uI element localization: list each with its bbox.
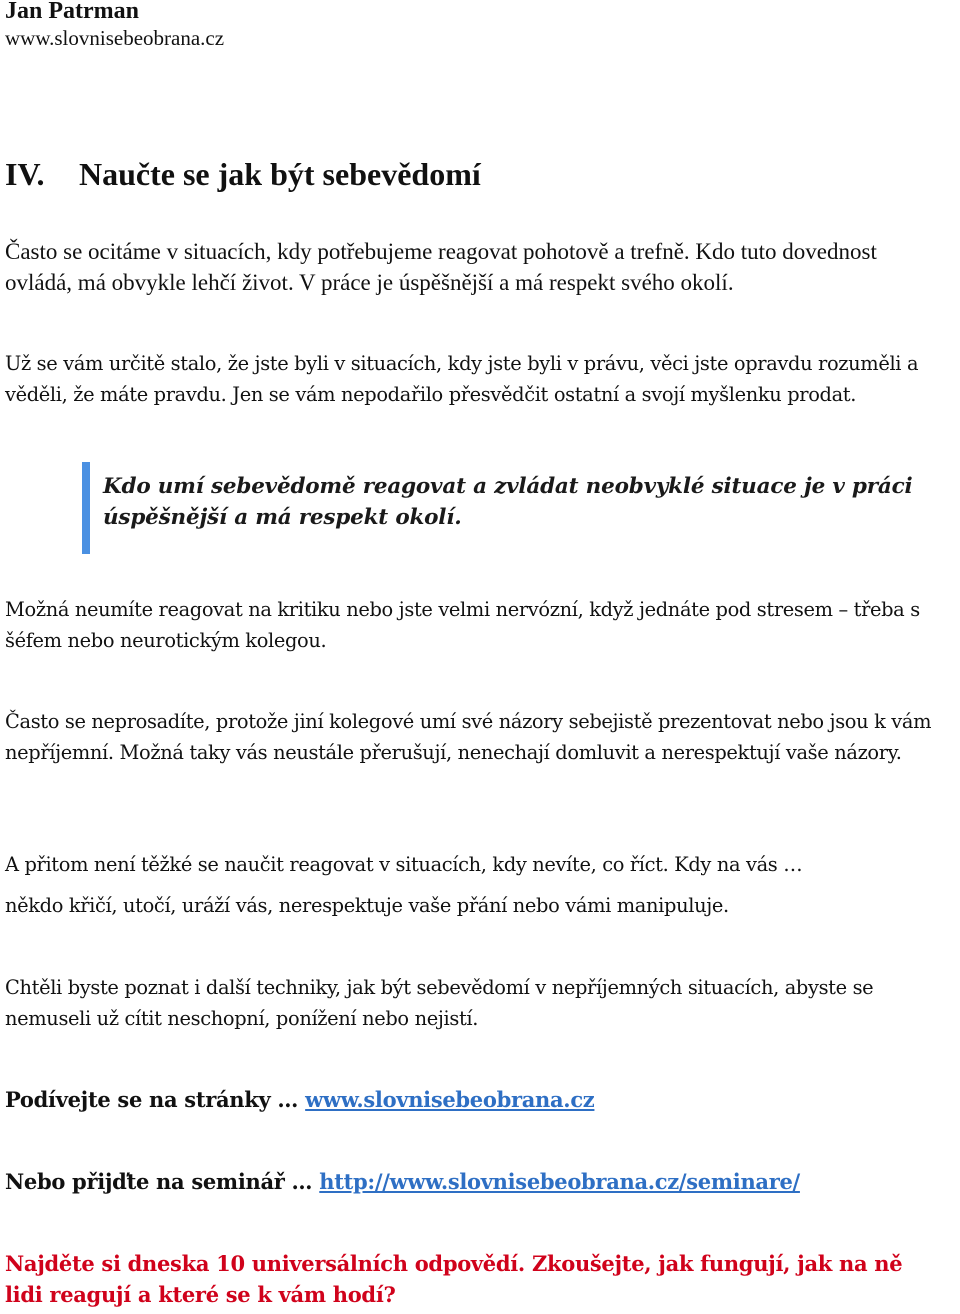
section-number: IV. [5,156,45,192]
website-link[interactable]: www.slovnisebeobrana.cz [305,1087,595,1112]
document-header [5,0,224,52]
section-heading [5,154,481,194]
quote-bar [82,462,90,554]
header-website: www.slovnisebeobrana.cz [5,26,225,50]
closing-call-to-action: Najděte si dneska 10 universálních odpovědí. Zkoušejte, jak fungují, jak na ně lidi reagují a které se k vám hodí? [5,1251,903,1307]
cta-website-label: Podívejte se na stránky … [5,1087,299,1112]
paragraph-techniques: Chtěli byste poznat i další techniky, jak být sebevědomí v nepříjemných situacích, abyste se nemuseli už cítit neschopní, ponížení nebo nejistí. [5,976,874,1030]
cta-seminar-label: Nebo přijďte na seminář … [5,1169,313,1194]
cta-seminar [5,1166,960,1197]
section-title: Naučte se jak být sebevědomí [79,156,481,192]
cta-website [5,1084,960,1115]
paragraph-experience: Už se vám určitě stalo, že jste byli v situacích, kdy jste byli v právu, věci jste opravdu rozuměli a věděli, že máte pravdu. Jen se vám nepodařilo přesvědčit ostatní a svojí myšlenku prodat. [5,352,919,406]
paragraph-situations: někdo křičí, utočí, uráží vás, nerespektuje vaše přání nebo vámi manipuluje. [5,894,729,917]
author-name: Jan Patrman [5,0,139,24]
seminar-link[interactable]: http://www.slovnisebeobrana.cz/seminare/ [319,1169,800,1194]
paragraph-colleagues: Často se neprosadíte, protože jiní kolegové umí své názory sebejistě prezentovat nebo jsou k vám nepříjemní. Možná taky vás neustále přerušují, nenechají domluvit a nerespektují vaše názory. [5,710,932,764]
paragraph-criticism: Možná neumíte reagovat na kritiku nebo jste velmi nervózní, když jednáte pod stresem – třeba s šéfem nebo neurotickým kolegou. [5,598,920,652]
paragraph-not-hard: A přitom není těžké se naučit reagovat v situacích, kdy nevíte, co říct. Kdy na vás … [5,853,803,876]
highlight-quote: Kdo umí sebevědomě reagovat a zvládat neobvyklé situace je v práci úspěšnější a má respekt okolí. [103,474,913,530]
paragraph-intro: Často se ocitáme v situacích, kdy potřebujeme reagovat pohotově a trefně. Kdo tuto dovednost ovládá, má obvykle lehčí život. V práce je úspěšnější a má respekt svého okolí. [5,239,877,295]
